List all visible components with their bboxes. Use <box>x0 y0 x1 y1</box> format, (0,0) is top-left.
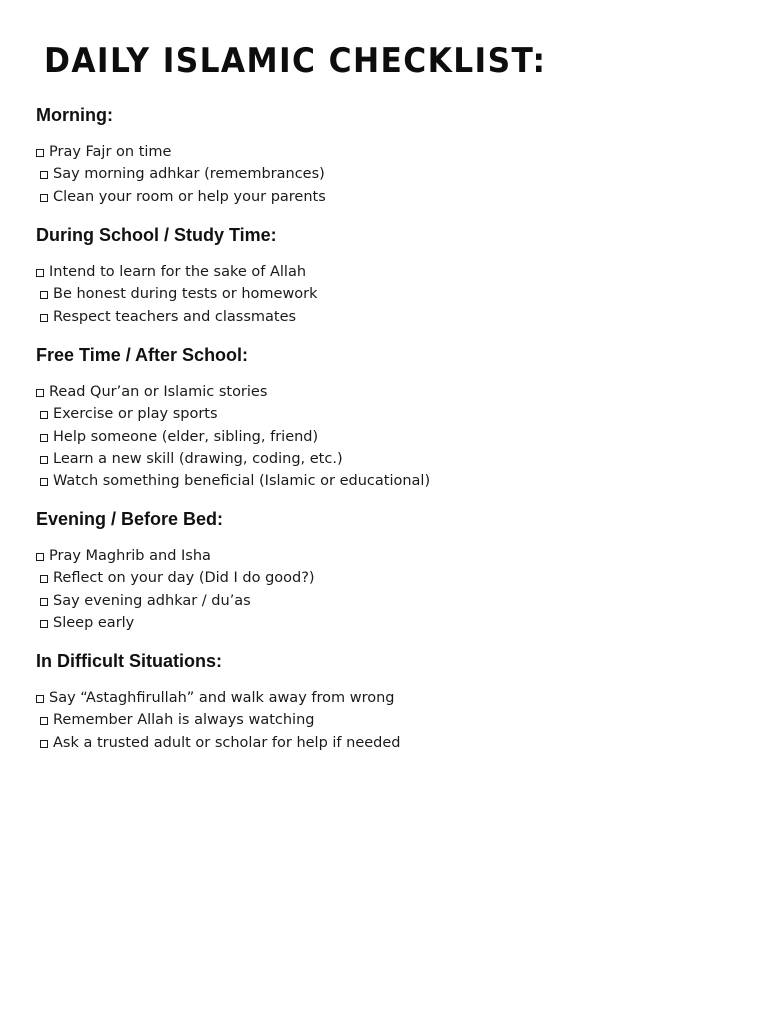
checklist <box>36 381 736 492</box>
checklist-item[interactable] <box>36 732 736 754</box>
checkbox-icon[interactable] <box>36 389 44 397</box>
item-label: Say “Astaghfirullah” and walk away from wrong <box>49 690 395 707</box>
item-label: Intend to learn for the sake of Allah <box>49 264 307 281</box>
checkbox-icon[interactable] <box>40 478 48 486</box>
checklist-item[interactable] <box>36 687 736 709</box>
checkbox-icon[interactable] <box>40 456 48 464</box>
checkbox-icon[interactable] <box>40 194 48 202</box>
item-label: Say evening adhkar / du’as <box>53 592 251 609</box>
checklist-item[interactable] <box>36 448 736 470</box>
checklist-item[interactable] <box>36 545 736 567</box>
item-label: Sleep early <box>53 615 135 632</box>
section-heading: During School / Study Time: <box>36 225 277 245</box>
checkbox-icon[interactable] <box>36 149 44 157</box>
item-label: Pray Maghrib and Isha <box>49 548 211 565</box>
checkbox-icon[interactable] <box>36 269 44 277</box>
checkbox-icon[interactable] <box>40 291 48 299</box>
checkbox-icon[interactable] <box>40 411 48 419</box>
section-morning <box>36 103 736 208</box>
checklist-item[interactable] <box>36 283 736 305</box>
checklist-item[interactable] <box>36 709 736 731</box>
checklist <box>36 687 736 754</box>
checklist-item[interactable] <box>36 306 736 328</box>
checklist-item[interactable] <box>36 403 736 425</box>
item-label: Pray Fajr on time <box>49 144 172 161</box>
checkbox-icon[interactable] <box>40 598 48 606</box>
checklist <box>36 261 736 328</box>
checkbox-icon[interactable] <box>40 717 48 725</box>
checklist-item[interactable] <box>36 426 736 448</box>
checkbox-icon[interactable] <box>40 575 48 583</box>
item-label: Remember Allah is always watching <box>53 712 315 729</box>
checkbox-icon[interactable] <box>40 434 48 442</box>
checkbox-icon[interactable] <box>40 740 48 748</box>
checklist-item[interactable] <box>36 612 736 634</box>
item-label: Say morning adhkar (remembrances) <box>53 166 325 183</box>
section-heading: Morning: <box>36 105 113 125</box>
checkbox-icon[interactable] <box>36 553 44 561</box>
section-free-time <box>36 343 736 492</box>
checklist-item[interactable] <box>36 141 736 163</box>
item-label: Respect teachers and classmates <box>53 308 297 325</box>
section-heading: In Difficult Situations: <box>36 651 222 671</box>
item-label: Watch something beneficial (Islamic or educational) <box>53 473 431 490</box>
section-difficult-situations <box>36 649 736 754</box>
checkbox-icon[interactable] <box>40 620 48 628</box>
section-heading: Evening / Before Bed: <box>36 509 224 529</box>
section-school <box>36 223 736 328</box>
checklist-item[interactable] <box>36 470 736 492</box>
checklist-item[interactable] <box>36 590 736 612</box>
item-label: Clean your room or help your parents <box>53 188 326 205</box>
checklist-item[interactable] <box>36 163 736 185</box>
checklist-item[interactable] <box>36 261 736 283</box>
item-label: Learn a new skill (drawing, coding, etc.) <box>53 451 343 468</box>
checkbox-icon[interactable] <box>40 314 48 322</box>
checklist <box>36 141 736 208</box>
section-heading: Free Time / After School: <box>36 345 249 365</box>
item-label: Help someone (elder, sibling, friend) <box>53 428 319 445</box>
item-label: Ask a trusted adult or scholar for help if needed <box>53 734 401 751</box>
item-label: Read Qur’an or Islamic stories <box>49 384 268 401</box>
item-label: Exercise or play sports <box>53 406 218 423</box>
checkbox-icon[interactable] <box>36 695 44 703</box>
page-title: DAILY ISLAMIC CHECKLIST: <box>44 41 547 81</box>
item-label: Reflect on your day (Did I do good?) <box>53 570 315 587</box>
item-label: Be honest during tests or homework <box>53 286 318 303</box>
checkbox-icon[interactable] <box>40 171 48 179</box>
checklist-item[interactable] <box>36 186 736 208</box>
checklist <box>36 545 736 634</box>
checklist-item[interactable] <box>36 567 736 589</box>
checklist-item[interactable] <box>36 381 736 403</box>
section-evening <box>36 507 736 634</box>
